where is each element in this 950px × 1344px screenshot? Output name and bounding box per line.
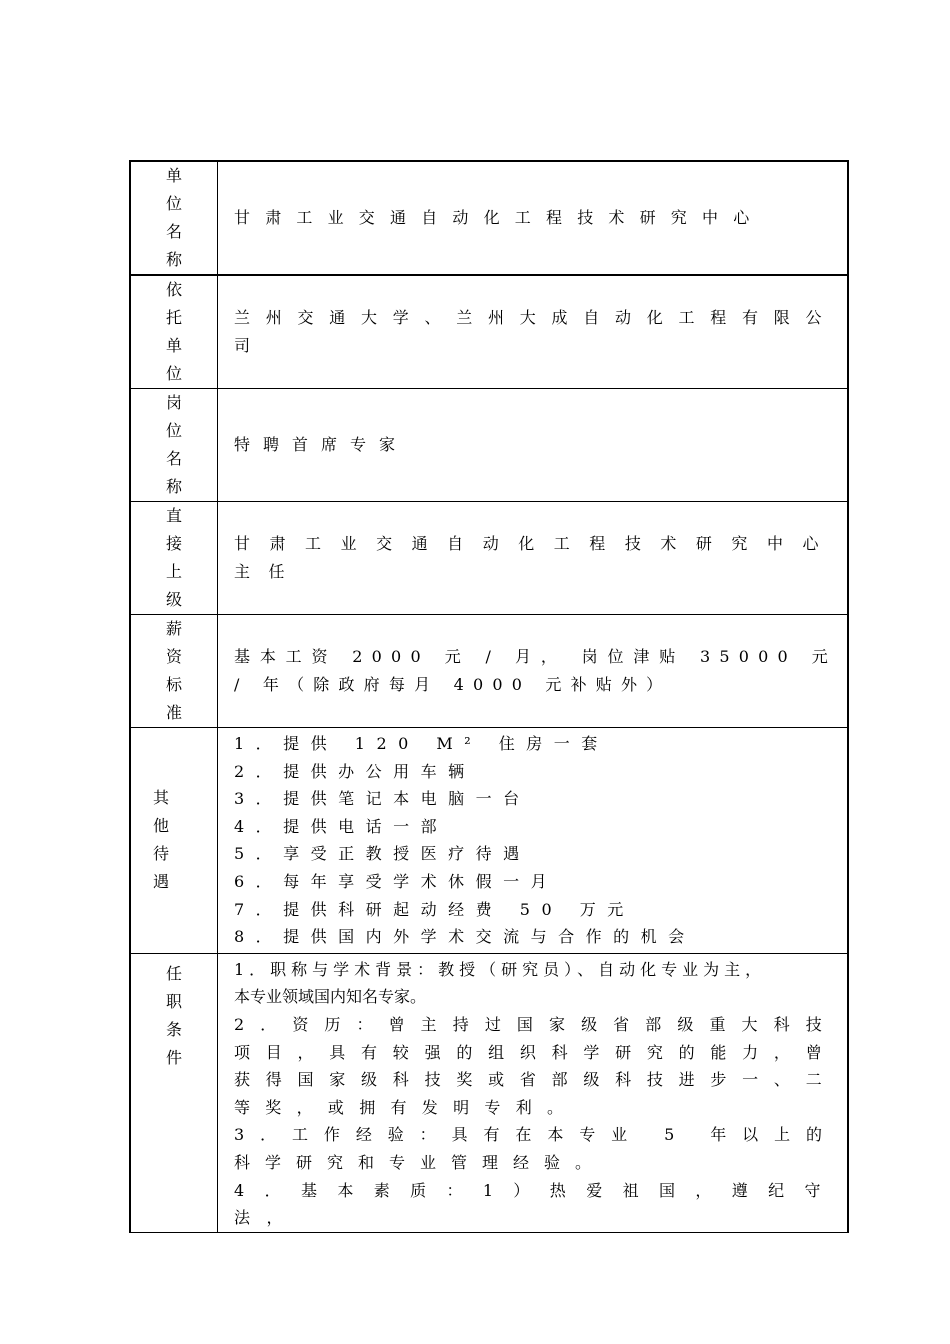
value-position: 特聘首席专家 <box>218 389 849 502</box>
requirement-3: 3．工作经验：具有在本专业 5 年以上的科学研究和专业管理经验。 <box>234 1125 837 1172</box>
label-requirements <box>130 953 218 1232</box>
requirement-1-cont: 本专业领域国内知名专家。 <box>234 987 427 1007</box>
label-char: 资 <box>165 647 182 666</box>
list-item: 6．每年享受学术休假一月 <box>234 871 559 891</box>
requirements-text <box>218 953 849 1232</box>
row-host-unit <box>130 275 848 389</box>
label-char: 直 <box>165 506 182 525</box>
label-char: 准 <box>165 703 182 722</box>
requirement-1: 1．职称与学术背景：教授（研究员）、自动化专业为主， <box>234 959 767 979</box>
label-char: 名 <box>165 222 182 241</box>
requirement-4: 4．基本素质：1）热爱祖国，遵纪守法， <box>234 1180 837 1228</box>
label-salary <box>130 615 218 728</box>
value-supervisor: 甘肃工业交通自动化工程技术研究中心主任 <box>218 502 849 615</box>
row-supervisor <box>130 502 848 615</box>
label-char: 薪 <box>165 619 182 638</box>
label-char: 单 <box>165 336 182 355</box>
label-char: 其 <box>153 788 170 808</box>
list-item: 4．提供电话一部 <box>234 816 449 836</box>
label-char: 遇 <box>153 872 170 892</box>
label-char: 待 <box>153 844 170 864</box>
value-salary: 基本工资 2000 元 / 月， 岗位津贴 35000 元 / 年（除政府每月 4000 元补贴外） <box>218 615 849 728</box>
list-item: 3．提供笔记本电脑一台 <box>234 789 531 809</box>
row-salary <box>130 615 848 728</box>
label-char: 称 <box>165 250 182 269</box>
label-supervisor <box>130 502 218 615</box>
label-char: 接 <box>165 534 182 553</box>
row-unit-name <box>130 161 848 275</box>
label-char: 件 <box>165 1047 182 1067</box>
row-position <box>130 389 848 502</box>
label-char: 单 <box>165 166 182 185</box>
list-item: 5．享受正教授医疗待遇 <box>234 844 531 864</box>
row-benefits <box>130 728 848 954</box>
requirement-2: 2．资历：曾主持过国家级省部级重大科技项目，具有较强的组织科学研究的能力，曾获得国家级科技奖或省部级科技进步一、二等奖，或拥有发明专利。 <box>234 1014 837 1117</box>
list-item: 8．提供国内外学术交流与合作的机会 <box>234 927 696 947</box>
list-item: 2．提供办公用车辆 <box>234 761 476 781</box>
label-char: 称 <box>165 477 182 496</box>
label-char: 依 <box>165 280 182 299</box>
label-host-unit <box>130 275 218 389</box>
label-char: 位 <box>165 194 182 213</box>
benefits-list <box>218 728 849 954</box>
label-char: 岗 <box>165 393 182 412</box>
label-unit-name <box>130 161 218 275</box>
label-char: 条 <box>165 1019 182 1039</box>
label-char: 他 <box>153 816 170 836</box>
label-position <box>130 389 218 502</box>
value-host-unit: 兰州交通大学、兰州大成自动化工程有限公司 <box>218 275 849 389</box>
label-char: 名 <box>165 449 182 468</box>
label-char: 标 <box>165 675 182 694</box>
list-item: 1．提供 120 M² 住房一套 <box>234 734 609 753</box>
label-char: 上 <box>165 562 182 581</box>
list-item: 7．提供科研起动经费 50 万元 <box>234 899 635 919</box>
row-requirements <box>130 953 848 1232</box>
label-char: 托 <box>165 308 182 327</box>
label-char: 位 <box>165 364 182 383</box>
label-char: 级 <box>165 590 182 609</box>
label-char: 任 <box>165 963 182 983</box>
label-char: 职 <box>165 991 182 1011</box>
value-unit-name: 甘肃工业交通自动化工程技术研究中心 <box>218 161 849 275</box>
label-char: 位 <box>165 421 182 440</box>
label-benefits <box>130 728 218 954</box>
job-form-table <box>129 160 849 1233</box>
